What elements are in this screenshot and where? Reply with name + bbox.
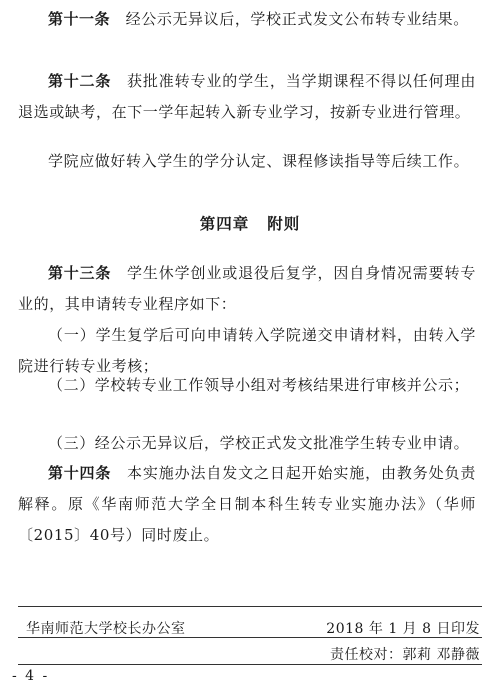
footer-rule-middle — [18, 637, 482, 638]
article-13-text: 学生休学创业或退役后复学，因自身情况需要转专业的，其申请转专业程序如下： — [18, 264, 476, 313]
article-11 — [18, 4, 476, 35]
article-14 — [18, 458, 476, 551]
article-13-label: 第十三条 — [48, 264, 112, 282]
article-12-text: 获批准转专业的学生，当学期课程不得以任何理由退选或缺考，在下一学年起转入新专业学习，按新专业进行管理。 — [18, 72, 476, 121]
article-11-text: 经公示无异议后，学校正式发文公布转专业结果。 — [125, 10, 469, 28]
article-14-text: 本实施办法自发文之日起开始实施，由教务处负责解释。原《华南师范大学全日制本科生转专业实施办法》（华师〔2015〕40号）同时废止。 — [18, 464, 476, 544]
chapter-title: 附则 — [267, 215, 301, 233]
proofreader-line: 责任校对：郭莉 邓静薇 — [330, 647, 480, 663]
article-13-item-2: （二）学校转专业工作领导小组对考核结果进行审核并公示； — [48, 376, 470, 394]
article-11-label: 第十一条 — [48, 10, 111, 28]
article-12-label: 第十二条 — [48, 72, 112, 90]
article-13 — [18, 258, 476, 320]
article-13-item-1: （一）学生复学后可向申请转入学院递交申请材料，由转入学院进行转专业考核； — [18, 326, 476, 375]
issuing-office: 华南师范大学校长办公室 — [26, 621, 186, 637]
article-14-label: 第十四条 — [48, 464, 112, 482]
article-12 — [18, 66, 476, 128]
page-number: - 4 - — [12, 668, 50, 684]
issue-date: 2018 年 1 月 8 日印发 — [326, 621, 480, 637]
followup-paragraph: 学院应做好转入学生的学分认定、课程修读指导等后续工作。 — [48, 152, 470, 170]
article-13-item-3: （三）经公示无异议后，学校正式发文批准学生转专业申请。 — [48, 434, 470, 452]
chapter-heading — [0, 212, 500, 234]
chapter-number: 第四章 — [199, 215, 250, 233]
footer-rule-bottom — [18, 664, 482, 665]
footer-rule-top — [18, 606, 482, 607]
